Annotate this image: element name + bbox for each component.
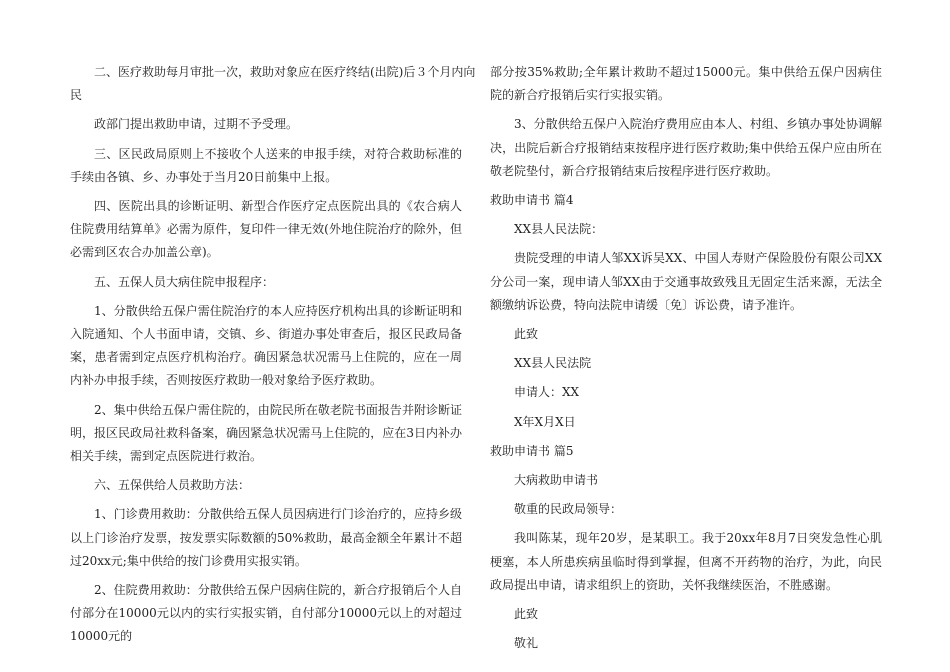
right-paragraph: 敬礼: [514, 636, 539, 651]
left-paragraph: 政部门提出救助申请，过期不予受理。: [94, 117, 299, 132]
left-paragraph: 二、医疗救助每月审批一次，救助对象应在医疗终结(出院)后３个月内向: [94, 65, 476, 79]
right-paragraph: 此致: [514, 607, 539, 622]
right-paragraph: 救助申请书 篇4: [490, 193, 574, 208]
right-paragraph: 贵院受理的申请人邹XX诉吴XX、中国人寿财产保险股份有限公司XX分公司一案，现申请人邹XX由于交通事故致残且无固定生活来源，无法全额缴纳诉讼费，特向法院申请缓〔免〕诉讼费，请予准许。: [490, 251, 882, 312]
right-paragraph: 申请人：XX: [514, 385, 580, 400]
right-column: [490, 61, 882, 655]
left-paragraph: 五、五保人员大病住院申报程序：: [94, 274, 275, 289]
right-paragraph: 我叫陈某，现年20岁，是某职工。我于20xx年8月7日突发急性心肌梗塞，本人所患疾病虽临时得到掌握，但离不开药物的治疗，为此，向民政局提出申请，请求组织上的资助，关怀我继续医治，不胜感谢。: [490, 531, 882, 592]
left-paragraph: 六、五保供给人员救助方法：: [94, 478, 251, 493]
right-paragraph: 敬重的民政局领导：: [514, 502, 623, 517]
left-paragraph: 民: [70, 88, 83, 103]
left-paragraph: 1、门诊费用救助：分散供给五保人员因病进行门诊治疗的，应持乡级以上门诊治疗发票，按发票实际数额的50%救助，最高金额全年累计不超过20xx元;集中供给的按门诊费用实报实销。: [70, 507, 462, 568]
right-paragraph: X年X月X日: [514, 414, 576, 429]
right-paragraph: 3、分散供给五保户入院治疗费用应由本人、村组、乡镇办事处协调解决，出院后新合疗报销结束按程序进行医疗救助;集中供给五保户应由所在敬老院垫付，新合疗报销结束后按程序进行医疗救助。: [490, 117, 882, 178]
left-paragraph: 1、分散供给五保户需住院治疗的本人应持医疗机构出具的诊断证明和入院通知、个人书面申请，交镇、乡、街道办事处审查后，报区民政局备案，患者需到定点医疗机构治疗。确因紧急状况需马上住院的，应在一周内补办申报手续，否则按医疗救助一般对象给予医疗救助。: [70, 303, 462, 388]
right-paragraph: XX县人民法院: [514, 356, 592, 371]
right-paragraph: 大病救助申请书: [514, 473, 599, 488]
left-paragraph: 四、医院出具的诊断证明、新型合作医疗定点医院出具的《农合病人住院费用结算单》必需为原件，复印件一律无效(外地住院治疗的除外，但必需到区农合办加盖公章)。: [70, 199, 462, 260]
left-column: [70, 61, 476, 649]
left-paragraph: 三、区民政局原则上不接收个人送来的申报手续，对符合救助标准的手续由各镇、乡、办事处于当月20日前集中上报。: [70, 146, 462, 184]
left-paragraph: 2、集中供给五保户需住院的，由院民所在敬老院书面报告并附诊断证明，报区民政局社救科备案，确因紧急状况需马上住院的，应在3日内补办相关手续，需到定点医院进行救治。: [70, 402, 462, 464]
left-paragraph: 2、住院费用救助：分散供给五保户因病住院的，新合疗报销后个人自付部分在10000元以内的实行实报实销，自付部分10000元以上的对超过10000元的: [70, 583, 462, 644]
right-paragraph: XX县人民法院：: [514, 222, 604, 237]
right-paragraph: 救助申请书 篇5: [490, 443, 574, 458]
right-paragraph: 部分按35%救助;全年累计救助不超过15000元。集中供给五保户因病住院的新合疗报销后实行实报实销。: [490, 65, 882, 103]
right-paragraph: 此致: [514, 327, 539, 342]
